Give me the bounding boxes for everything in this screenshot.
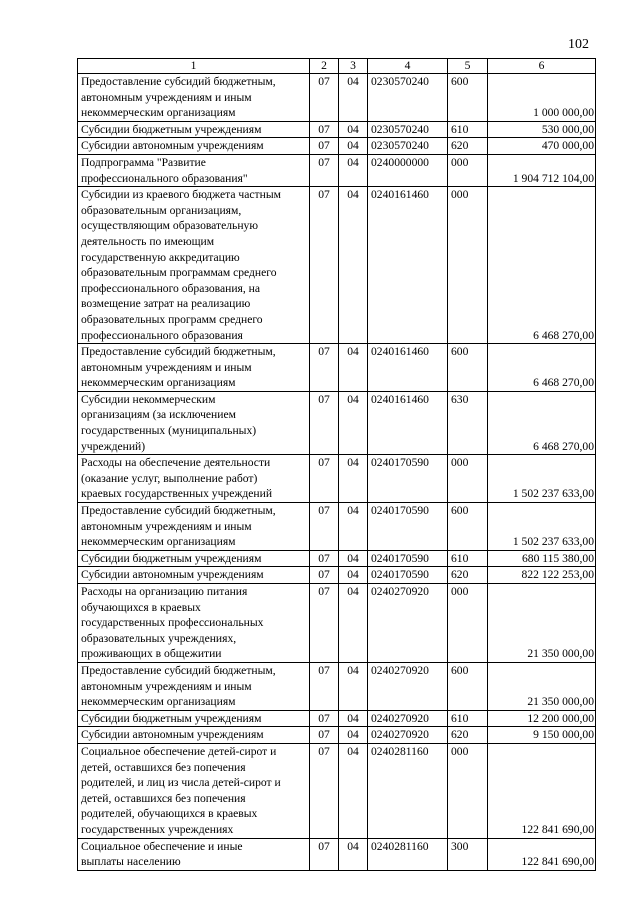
expense-name-cell: Субсидии автономным учреждениям [78, 138, 310, 155]
subsection-code-cell: 04 [339, 121, 368, 138]
expense-name-cell: Субсидии бюджетным учреждениям [78, 550, 310, 567]
subsection-code-cell: 04 [339, 662, 368, 710]
amount-cell: 122 841 690,00 [488, 838, 596, 870]
table-row [78, 743, 596, 838]
subsection-code-cell: 04 [339, 710, 368, 727]
amount-cell: 9 150 000,00 [488, 727, 596, 744]
target-article-cell: 0240000000 [368, 154, 448, 186]
expense-type-cell: 620 [448, 727, 488, 744]
subsection-code-cell: 04 [339, 567, 368, 584]
amount-cell: 6 468 270,00 [488, 391, 596, 454]
amount-cell: 21 350 000,00 [488, 584, 596, 663]
target-article-cell: 0240270920 [368, 710, 448, 727]
subsection-code-cell: 04 [339, 154, 368, 186]
expense-type-cell: 630 [448, 391, 488, 454]
column-header: 4 [368, 59, 448, 74]
section-code-cell: 07 [310, 567, 339, 584]
amount-cell: 470 000,00 [488, 138, 596, 155]
column-header: 5 [448, 59, 488, 74]
table-row [78, 138, 596, 155]
expense-name-cell: Субсидии из краевого бюджета частным образовательным организациям, осуществляющим образовательную деятельность по имеющим государственную аккредитацию образовательным программам среднего профессионального образования, на возмещение затрат на реализацию образовательных программ среднего профессионального образования [78, 187, 310, 344]
target-article-cell: 0240161460 [368, 391, 448, 454]
table-row [78, 154, 596, 186]
expense-name-cell: Субсидии бюджетным учреждениям [78, 710, 310, 727]
column-header: 2 [310, 59, 339, 74]
target-article-cell: 0240270920 [368, 662, 448, 710]
table-row [78, 710, 596, 727]
target-article-cell: 0240170590 [368, 550, 448, 567]
amount-cell: 12 200 000,00 [488, 710, 596, 727]
expense-name-cell: Расходы на организацию питания обучающихся в краевых государственных профессиональных образовательных учреждениях, проживающих в общежитии [78, 584, 310, 663]
subsection-code-cell: 04 [339, 455, 368, 503]
expense-type-cell: 620 [448, 138, 488, 155]
subsection-code-cell: 04 [339, 344, 368, 392]
target-article-cell: 0240270920 [368, 584, 448, 663]
subsection-code-cell: 04 [339, 187, 368, 344]
expense-name-cell: Субсидии некоммерческим организациям (за исключением государственных (муниципальных) учреждений) [78, 391, 310, 454]
amount-cell: 1 904 712 104,00 [488, 154, 596, 186]
column-header: 3 [339, 59, 368, 74]
section-code-cell: 07 [310, 391, 339, 454]
table-row [78, 550, 596, 567]
expense-type-cell: 000 [448, 455, 488, 503]
table-row [78, 455, 596, 503]
subsection-code-cell: 04 [339, 503, 368, 551]
subsection-code-cell: 04 [339, 391, 368, 454]
target-article-cell: 0240161460 [368, 344, 448, 392]
budget-table [77, 58, 596, 871]
expense-name-cell: Предоставление субсидий бюджетным, автономным учреждениям и иным некоммерческим организациям [78, 503, 310, 551]
table-row [78, 584, 596, 663]
subsection-code-cell: 04 [339, 550, 368, 567]
table-body [78, 74, 596, 871]
expense-name-cell: Социальное обеспечение и иные выплаты населению [78, 838, 310, 870]
column-header: 6 [488, 59, 596, 74]
target-article-cell: 0240161460 [368, 187, 448, 344]
subsection-code-cell: 04 [339, 727, 368, 744]
section-code-cell: 07 [310, 550, 339, 567]
expense-type-cell: 000 [448, 154, 488, 186]
section-code-cell: 07 [310, 455, 339, 503]
amount-cell: 1 000 000,00 [488, 74, 596, 122]
expense-type-cell: 610 [448, 710, 488, 727]
section-code-cell: 07 [310, 121, 339, 138]
target-article-cell: 0240170590 [368, 455, 448, 503]
expense-type-cell: 620 [448, 567, 488, 584]
expense-name-cell: Субсидии автономным учреждениям [78, 567, 310, 584]
expense-type-cell: 300 [448, 838, 488, 870]
expense-type-cell: 610 [448, 550, 488, 567]
expense-name-cell: Подпрограмма "Развитие профессионального образования" [78, 154, 310, 186]
table-row [78, 567, 596, 584]
expense-type-cell: 600 [448, 344, 488, 392]
table-row [78, 503, 596, 551]
table-row [78, 662, 596, 710]
section-code-cell: 07 [310, 838, 339, 870]
expense-name-cell: Предоставление субсидий бюджетным, автономным учреждениям и иным некоммерческим организациям [78, 74, 310, 122]
expense-type-cell: 000 [448, 584, 488, 663]
amount-cell: 21 350 000,00 [488, 662, 596, 710]
expense-type-cell: 600 [448, 662, 488, 710]
amount-cell: 6 468 270,00 [488, 344, 596, 392]
expense-name-cell: Субсидии бюджетным учреждениям [78, 121, 310, 138]
header-row [78, 59, 596, 74]
table-row [78, 187, 596, 344]
subsection-code-cell: 04 [339, 743, 368, 838]
table-row [78, 74, 596, 122]
subsection-code-cell: 04 [339, 584, 368, 663]
table-row [78, 121, 596, 138]
expense-name-cell: Субсидии автономным учреждениям [78, 727, 310, 744]
amount-cell: 680 115 380,00 [488, 550, 596, 567]
section-code-cell: 07 [310, 743, 339, 838]
expense-type-cell: 000 [448, 187, 488, 344]
section-code-cell: 07 [310, 344, 339, 392]
section-code-cell: 07 [310, 727, 339, 744]
expense-type-cell: 610 [448, 121, 488, 138]
target-article-cell: 0240270920 [368, 727, 448, 744]
expense-name-cell: Социальное обеспечение детей-сирот и детей, оставшихся без попечения родителей, и лиц из числа детей-сирот и детей, оставшихся без попечения родителей, обучающихся в краевых государственных учреждениях [78, 743, 310, 838]
expense-type-cell: 600 [448, 74, 488, 122]
target-article-cell: 0240170590 [368, 503, 448, 551]
expense-type-cell: 000 [448, 743, 488, 838]
section-code-cell: 07 [310, 710, 339, 727]
expense-name-cell: Предоставление субсидий бюджетным, автономным учреждениям и иным некоммерческим организациям [78, 344, 310, 392]
section-code-cell: 07 [310, 187, 339, 344]
amount-cell: 1 502 237 633,00 [488, 503, 596, 551]
section-code-cell: 07 [310, 584, 339, 663]
expense-name-cell: Предоставление субсидий бюджетным, автономным учреждениям и иным некоммерческим организациям [78, 662, 310, 710]
target-article-cell: 0230570240 [368, 74, 448, 122]
subsection-code-cell: 04 [339, 74, 368, 122]
section-code-cell: 07 [310, 138, 339, 155]
expense-name-cell: Расходы на обеспечение деятельности (оказание услуг, выполнение работ) краевых государственных учреждений [78, 455, 310, 503]
expense-type-cell: 600 [448, 503, 488, 551]
amount-cell: 122 841 690,00 [488, 743, 596, 838]
target-article-cell: 0240170590 [368, 567, 448, 584]
target-article-cell: 0240281160 [368, 838, 448, 870]
table-row [78, 391, 596, 454]
amount-cell: 822 122 253,00 [488, 567, 596, 584]
target-article-cell: 0230570240 [368, 121, 448, 138]
amount-cell: 530 000,00 [488, 121, 596, 138]
table-row [78, 344, 596, 392]
target-article-cell: 0230570240 [368, 138, 448, 155]
amount-cell: 6 468 270,00 [488, 187, 596, 344]
subsection-code-cell: 04 [339, 838, 368, 870]
section-code-cell: 07 [310, 74, 339, 122]
section-code-cell: 07 [310, 503, 339, 551]
subsection-code-cell: 04 [339, 138, 368, 155]
page-number: 102 [568, 37, 589, 52]
amount-cell: 1 502 237 633,00 [488, 455, 596, 503]
column-header: 1 [78, 59, 310, 74]
table-row [78, 838, 596, 870]
section-code-cell: 07 [310, 662, 339, 710]
table-row [78, 727, 596, 744]
target-article-cell: 0240281160 [368, 743, 448, 838]
section-code-cell: 07 [310, 154, 339, 186]
